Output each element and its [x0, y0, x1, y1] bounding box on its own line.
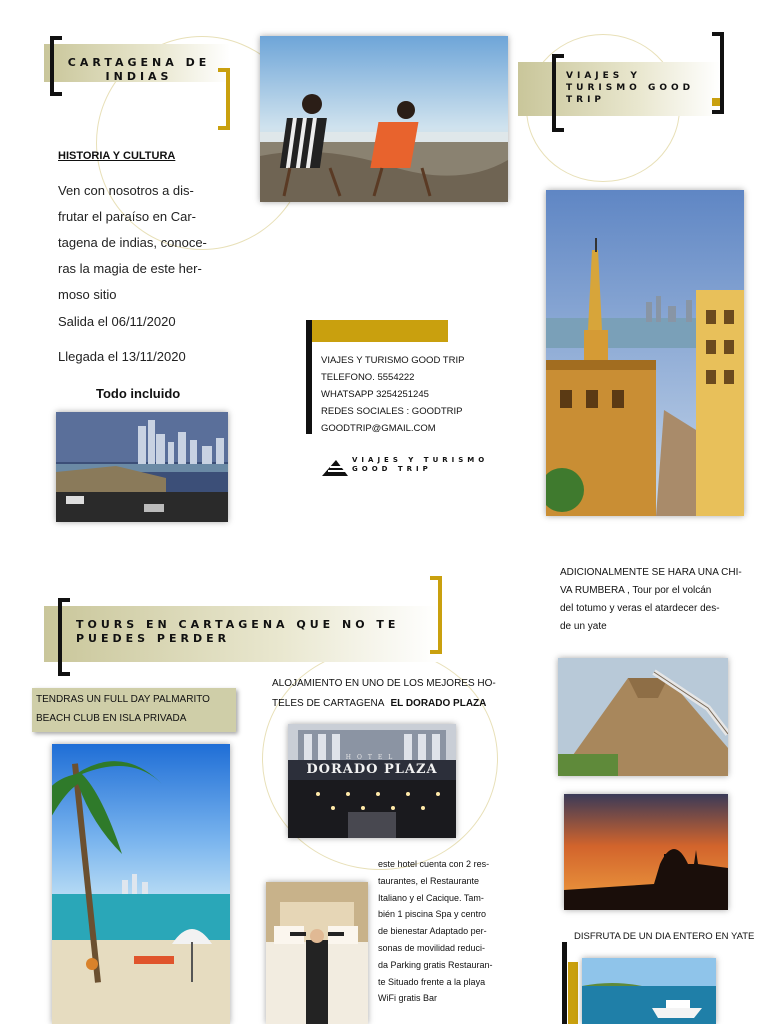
brand-bracket-right-gold — [712, 98, 720, 106]
mud-volcano-photo — [558, 658, 728, 776]
hotel-name: EL DORADO PLAZA — [390, 698, 487, 709]
palmarito-caption — [36, 690, 210, 728]
extra-line: de un yate — [560, 621, 607, 632]
hotel-detail-line: de bienestar Adaptado per- — [378, 926, 487, 937]
brand-bracket-left — [552, 54, 564, 132]
extra-line: del totumo y veras el atardecer des- — [560, 603, 720, 614]
tours-heading-line: PUEDES PERDER — [76, 632, 231, 645]
hotel-detail-line: sonas de movilidad reduci- — [378, 942, 486, 953]
contact-phone[interactable]: TELEFONO. 5554222 — [321, 372, 415, 383]
intro-line: Ven con nosotros a dis- — [58, 183, 194, 198]
yacht-caption: DISFRUTA DE UN DIA ENTERO EN YATE — [574, 931, 755, 942]
arrival-date: Llegada el 13/11/2020 — [58, 349, 186, 364]
tours-bracket-right — [430, 576, 442, 654]
title-bracket-right — [218, 68, 230, 130]
all-included-label: Todo incluido — [96, 386, 181, 401]
tours-heading — [76, 618, 399, 646]
yacht-photo — [582, 958, 716, 1024]
hotel-details — [378, 856, 493, 1007]
yacht-dark-rule — [562, 942, 567, 1024]
tours-bracket-left — [58, 598, 70, 676]
tours-heading-line: TOURS EN CARTAGENA QUE NO TE — [76, 618, 400, 631]
extra-activities-text — [560, 564, 742, 636]
extra-line: ADICIONALMENTE SE HARA UNA CHI- — [560, 567, 742, 578]
contact-gold-bar — [310, 320, 448, 342]
hotel-detail-line: bién 1 piscina Spa y centro — [378, 909, 487, 920]
old-town-photo — [546, 190, 744, 516]
hotel-detail-line: taurantes, el Restaurante — [378, 875, 480, 886]
logo-line-1: VIAJES Y TURISMO — [352, 456, 489, 464]
hotel-facade-photo — [288, 724, 456, 838]
sunset-photo — [564, 794, 728, 910]
hotel-detail-line: este hotel cuenta con 2 res- — [378, 859, 490, 869]
brand-box-text: VIAJES Y TURISMO GOOD TRIP — [566, 71, 695, 105]
intro-line: tagena de indias, conoce- — [58, 235, 207, 250]
contact-info — [321, 352, 464, 437]
hotel-sign: DORADO PLAZA — [306, 762, 438, 777]
hotel-detail-line: WiFi gratis Bar — [378, 993, 438, 1004]
contact-dark-rule — [306, 320, 312, 434]
beach-club-photo — [52, 744, 230, 1024]
hotel-sign-small: HOTEL — [345, 754, 399, 761]
lodging-line: ALOJAMIENTO EN UNO DE LOS MEJORES HO- — [272, 678, 496, 689]
contact-social[interactable]: REDES SOCIALES : GOODTRIP — [321, 406, 463, 417]
page-title: CARTAGENA DE INDIAS — [67, 56, 211, 83]
intro-line: moso sitio — [58, 287, 117, 302]
contact-email[interactable]: GOODTRIP@GMAIL.COM — [321, 423, 436, 434]
intro-paragraph — [58, 178, 207, 308]
hotel-detail-line: da Parking gratis Restauran- — [378, 959, 493, 970]
lodging-text — [272, 674, 496, 714]
city-skyline-photo — [56, 412, 228, 522]
hotel-room-photo — [266, 882, 368, 1024]
palmarito-line: TENDRAS UN FULL DAY PALMARITO — [36, 694, 210, 705]
title-bracket-left — [50, 36, 62, 96]
departure-date: Salida el 06/11/2020 — [58, 314, 176, 329]
logo-line-2: GOOD TRIP — [352, 465, 432, 473]
lodging-line-2: TELES DE CARTAGENA — [272, 698, 385, 709]
beach-chairs-photo — [260, 36, 508, 202]
hotel-detail-line: Italiano y el Cacique. Tam- — [378, 892, 484, 903]
brand-logo-icon — [322, 458, 348, 476]
intro-line: frutar el paraíso en Car- — [58, 209, 197, 224]
hotel-detail-line: te Situado frente a la playa — [378, 976, 486, 987]
history-heading: HISTORIA Y CULTURA — [58, 150, 176, 162]
extra-line: VA RUMBERA , Tour por el volcán — [560, 585, 712, 596]
contact-company: VIAJES Y TURISMO GOOD TRIP — [321, 355, 465, 366]
contact-whatsapp[interactable]: WHATSAPP 3254251245 — [321, 389, 429, 400]
yacht-gold-bar — [568, 962, 578, 1024]
intro-line: ras la magia de este her- — [58, 261, 202, 276]
lodging-line — [272, 694, 496, 714]
palmarito-line: BEACH CLUB EN ISLA PRIVADA — [36, 713, 187, 724]
